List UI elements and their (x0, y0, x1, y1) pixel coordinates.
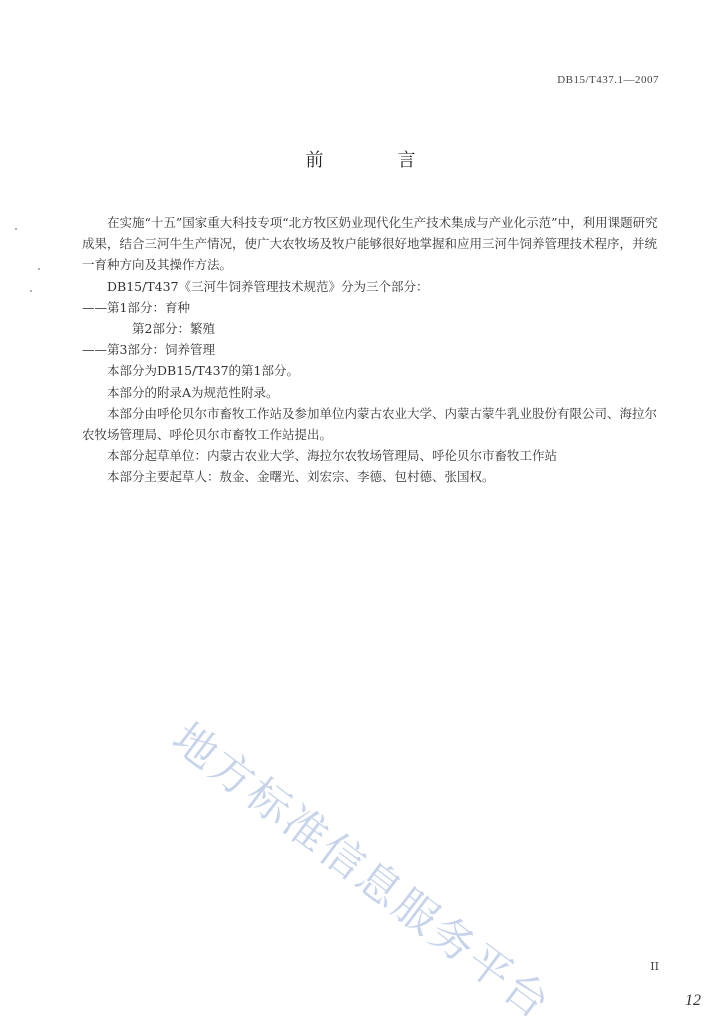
page-title: 前 言 (305, 150, 444, 171)
scan-speck (15, 228, 17, 230)
handwritten-note: 12 (685, 992, 701, 1009)
appendix-statement: 本部分的附录A为规范性附录。 (107, 384, 279, 400)
part-2-item: 第2部分：繁殖 (132, 321, 215, 337)
drafting-units: 本部分起草单位：内蒙古农业大学、海拉尔农牧场管理局、呼伦贝尔市畜牧工作站 (107, 448, 558, 464)
proposer-paragraph: 本部分由呼伦贝尔市畜牧工作站及参加单位内蒙古农业大学、内蒙古蒙牛乳业股份有限公司、海拉尔农牧场管理局、呼伦贝尔市畜牧工作站提出。 (82, 405, 658, 443)
scan-speck (38, 268, 40, 270)
drafters: 本部分主要起草人：敖金、金曙光、刘宏宗、李德、包村德、张国权。 (107, 469, 495, 485)
this-part-statement: 本部分为DB15/T437的第1部分。 (107, 363, 299, 379)
intro-paragraph: 在实施“十五”国家重大科技专项“北方牧区奶业现代化生产技术集成与产业化示范”中，利用课题研究成果，结合三河牛生产情况，使广大农牧场及牧户能够很好地掌握和应用三河牛饲养管理技术程序，并统一育种方向及其操作方法。 (82, 215, 658, 273)
parts-intro: DB15/T437《三河牛饲养管理技术规范》分为三个部分： (107, 278, 429, 294)
page-number: II (650, 960, 659, 973)
document-body (82, 212, 667, 488)
part-3-item: ——第3部分：饲养管理 (82, 342, 215, 358)
watermark: 地方标准信息服务平台 (162, 713, 561, 1031)
standard-code: DB15/T437.1—2007 (557, 74, 659, 86)
part-1-item: ——第1部分：育种 (82, 299, 190, 315)
scan-speck (30, 290, 32, 292)
